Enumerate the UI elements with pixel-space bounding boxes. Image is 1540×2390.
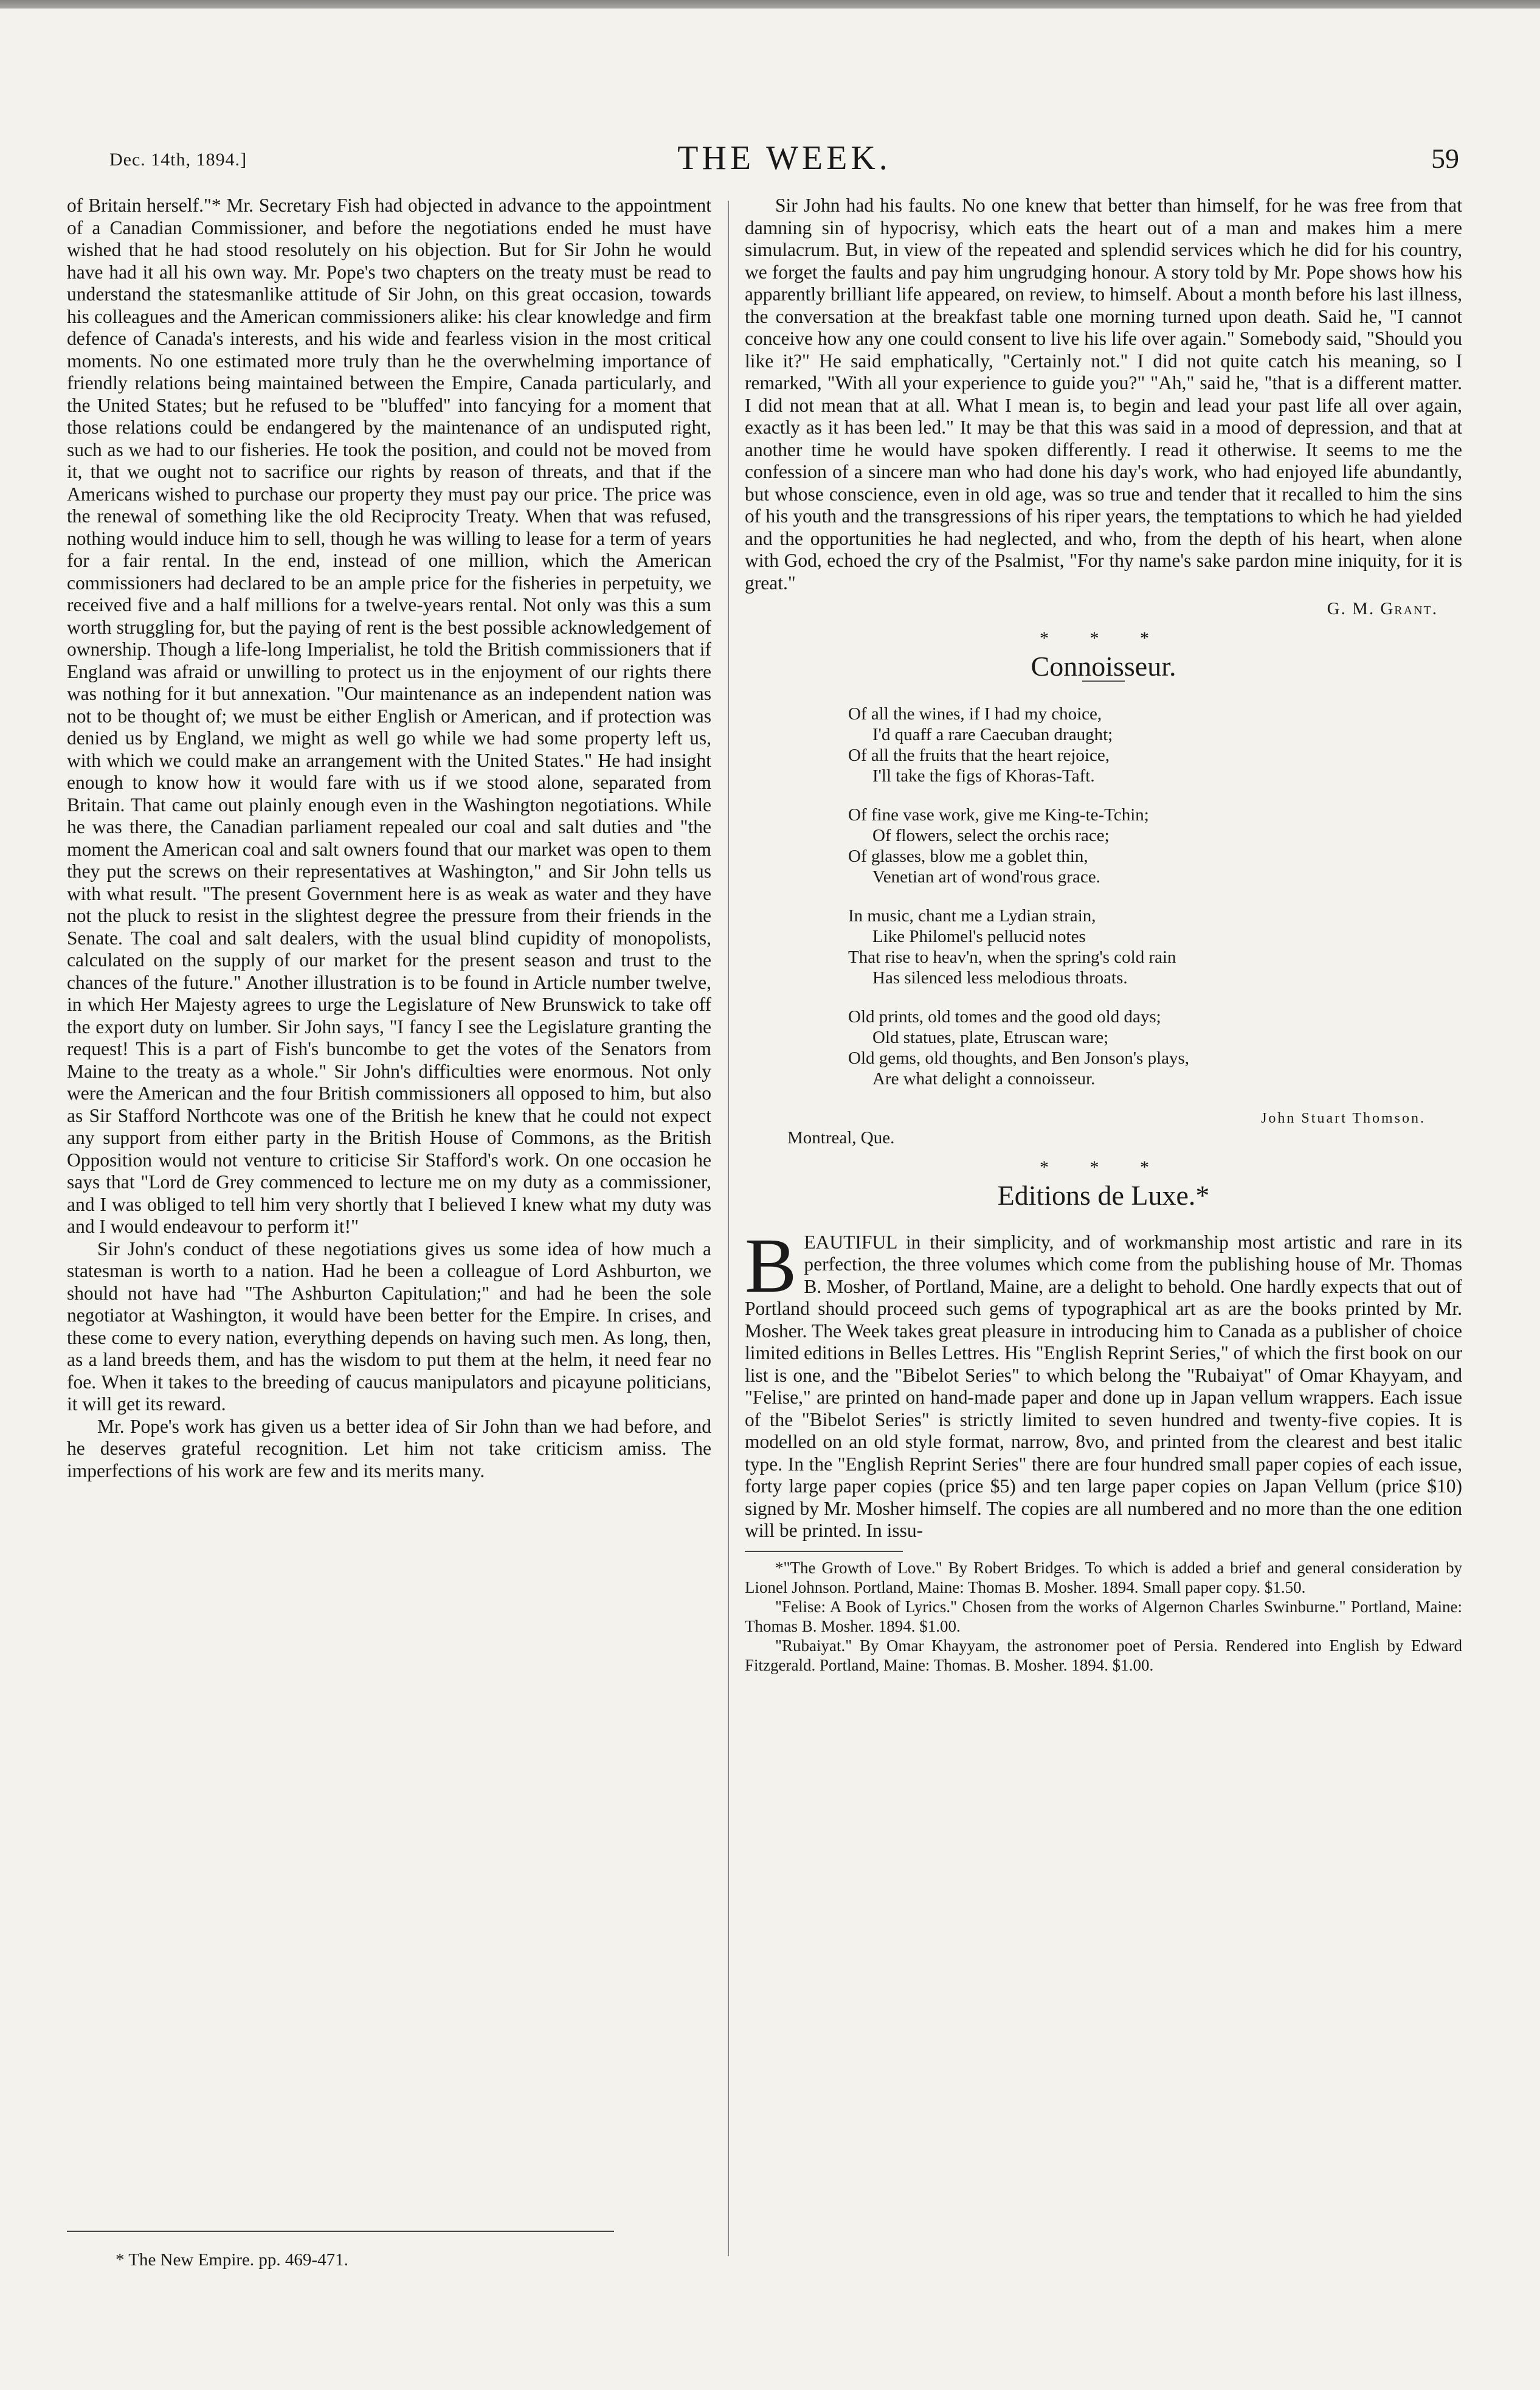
drop-cap: B xyxy=(745,1222,797,1309)
article-title: Editions de Luxe.* xyxy=(997,1180,1210,1211)
poem-line: Old statues, plate, Etruscan ware; xyxy=(872,1027,1109,1047)
poem-line: I'll take the figs of Khoras-Taft. xyxy=(872,766,1095,786)
paragraph: Sir John's conduct of these negotiations gives us some idea of how much a statesman is worth to a nation. Had he been a colleague of Lord Ashburton, we should not have had "The Ashburton Capitulation;" and had he been the sole negotiator at Washington, it would have been better for the Empire. In crises, and these come to every nation, everything depends on having such men. As long, then, as a land breeds them, and has the wisdom to put them at the helm, it need fear no foe. When it takes to the breeding of caucus manipulators and picayune politicians, it will get its reward. xyxy=(67,1238,711,1415)
column-divider xyxy=(728,201,729,2256)
issue-date: Dec. 14th, 1894.] xyxy=(109,150,247,170)
top-edge xyxy=(0,0,1540,9)
poem-place: Montreal, Que. xyxy=(787,1128,895,1148)
page-number: 59 xyxy=(1431,143,1459,174)
poem-line: Like Philomel's pellucid notes xyxy=(872,926,1086,946)
masthead-title: THE WEEK. xyxy=(677,139,891,177)
section-stars: * * * xyxy=(1040,628,1167,648)
paragraph: Sir John had his faults. No one knew that better than himself, for he was free from that damning sin of hypocrisy, which eats the heart out of a man and makes him a mere simulacrum. But, in view of the repeated and splendid services which he did for his country, we forget the faults and pay him ungrudging honour. A story told by Mr. Pope shows how his apparently brilliant life appeared, on review, to himself. About a month before his last illness, the conversation at the breakfast table one morning turned upon death. Said he, "I cannot conceive how any one could consent to live his life over again." Somebody said, "Should you like it?" He said emphatically, "Certainly not." I did not quite catch his meaning, so I remarked, "With all your experience to guide you?" "Ah," said he, "that is a different matter. I did not mean that at all. What I mean is, to begin and lead your past life all over again, exactly as it has been led." It may be that this was said in a mood of depression, and that at another time he would have spoken differently. I read it otherwise. It seems to me the confession of a sincere man who had done his day's work, who had enjoyed life abundantly, but whose conscience, even in old age, was so true and tender that it recalled to him the sins of his youth and the transgressions of his riper years, the temptations to which he had yielded and the opportunities he had neglected, and who, from the depth of his heart, when alone with God, echoed the cry of the Psalmist, "For thy name's sake pardon mine iniquity, for it is great." xyxy=(745,195,1462,594)
poem-author: John Stuart Thomson. xyxy=(1261,1110,1426,1126)
left-column xyxy=(67,195,711,2274)
article-text: in their simplicity, and of workmanship most artistic and rare in its perfection, the three volumes which come from the publishing house of Mr. Thomas B. Mosher, of Portland, Maine, are a delight to behold. One hardly expects that out of Portland should proceed such gems of typographical art as are the books printed by Mr. Mosher. The Week takes great pleasure in introducing him to Canada as a publisher of choice limited editions in Belles Lettres. His "English Reprint Series," of which the first book on our list is one, and the "Bibelot Series" to which belong the "Rubaiyat" of Omar Khayyam, and "Felise," are printed on hand-made paper and done up in Japan vellum wrappers. Each issue of the "Bibelot Series" is strictly limited to seven hundred and twenty-five copies. It is modelled on an old style format, narrow, 8vo, and printed from the clearest and best italic type. In the "English Reprint Series" there are four hundred small paper copies of each issue, forty large paper copies (price $5) and ten large paper copies on Japan Vellum (price $10) signed by Mr. Mosher himself. The copies are all numbered and no more than the one edition will be printed. In issu- xyxy=(745,1231,1462,1541)
footnote-rule xyxy=(67,2231,614,2232)
paragraph: of Britain herself."* Mr. Secretary Fish had objected in advance to the appointment of a Canadian Commissioner, and before the negotiations ended he must have wished that he had stood resolutely on his objection. But for Sir John he would have had it all his own way. Mr. Pope's two chapters on the treaty must be read to understand the statesmanlike attitude of Sir John, on this great occasion, towards his colleagues and the American commissioners alike: his clear knowledge and firm defence of Canada's interests, and his wide and fearless vision in the most critical moments. No one estimated more truly than he the overwhelming importance of friendly relations being maintained between the Empire, Canada particularly, and the United States; but he refused to be "bluffed" into fancying for a moment that those relations could be endangered by the maintenance of an undisputed right, such as we had to our fisheries. He took the position, and could not be moved from it, that we ought not to sacrifice our rights by reason of threats, and that if the Americans wished to purchase our property they must pay our price. The price was the renewal of something like the old Reciprocity Treaty. When that was refused, nothing would induce him to sell, though he was willing to lease for a term of years for a fair rental. In the end, instead of one million, which the American commissioners had declared to be an ample price for the fisheries in perpetuity, we received five and a half millions for a twelve-years rental. Not only was this a sum worth struggling for, but the paying of rent is the best possible acknowledgement of ownership. Though a life-long Imperialist, he told the British commissioners that if England was afraid or unwilling to protect us in the enjoyment of our rights there was nothing for it but annexation. "Our maintenance as an independent nation was not to be thought of; we must be either English or American, and if protection was denied us by England, we might as well go while we had some property left us, with which we could make an arrangement with the United States." He had insight enough to know how it would fare with us if we stood alone, separated from Britain. That came out plainly enough even in the Washington negotiations. While he was there, the Canadian parliament repealed our coal and salt duties and "the moment the American coal and salt owners found that our market was open to them they put the screws on their representatives at Washington," and Sir John tells us with what result. "The present Government here is as weak as water and they have not the pluck to resist in the slightest degree the pressure from their friends in the Senate. The coal and salt dealers, with the usual blind cupidity of monopolists, calculated on the supply of our market for the present season and trust to the chances of the future." Another illustration is to be found in Article number twelve, in which Her Majesty agrees to urge the Legislature of New Brunswick to take off the export duty on lumber. Sir John says, "I fancy I see the Legislature granting the request! This is a part of Fish's buncombe to get the votes of the Senators from Maine to the treaty as a whole." Sir John's difficulties were enormous. Not only were the American and the four British commissioners all opposed to him, but also as Sir Stafford Northcote was one of the British he knew that he could not expect any support from either party in the British House of Commons, as the British Opposition would not venture to criticise Sir Stafford's work. On one occasion he says that "Lord de Grey commenced to lecture me on my duty as a commissioner, and I was obliged to tell him very shortly that I believed I knew what my duty was and I would endeavour to perform it!" xyxy=(67,195,711,1237)
poem-line: Of flowers, select the orchis race; xyxy=(872,825,1110,845)
footnote: "Rubaiyat." By Omar Khayyam, the astronomer poet of Persia. Rendered into English by Edward Fitzgerald. Portland, Maine: Thomas. B. Mosher. 1894. $1.00. xyxy=(745,1636,1462,1674)
poem-line: Are what delight a connoisseur. xyxy=(872,1069,1096,1089)
first-word: EAUTIFUL xyxy=(804,1231,897,1253)
poem-line: In music, chant me a Lydian strain, xyxy=(848,906,1096,926)
stanza xyxy=(848,704,1462,786)
page-header xyxy=(109,139,1459,187)
poem-line: That rise to heav'n, when the spring's cold rain xyxy=(848,947,1176,967)
footnote: "Felise: A Book of Lyrics." Chosen from the works of Algernon Charles Swinburne." Portland, Maine: Thomas B. Mosher. 1894. $1.00. xyxy=(745,1597,1462,1635)
poem-line: Of all the wines, if I had my choice, xyxy=(848,704,1102,724)
section-stars: * * * xyxy=(1040,1157,1167,1177)
poem-line: Old gems, old thoughts, and Ben Jonson's plays, xyxy=(848,1048,1190,1068)
right-column xyxy=(745,195,1462,2323)
stanza xyxy=(848,1006,1462,1089)
footnote: * The New Empire. pp. 469-471. xyxy=(116,2250,348,2270)
paragraph: Mr. Pope's work has given us a better idea of Sir John than we had before, and he deserves grateful recognition. Let him not take criticism amiss. The imperfections of his work are few and its merits many. xyxy=(67,1415,711,1481)
article-body xyxy=(745,1222,1462,1542)
stanza xyxy=(848,805,1462,887)
poem-line: Of all the fruits that the heart rejoice, xyxy=(848,745,1110,765)
signature: G. M. Grant. xyxy=(1327,599,1438,618)
poem-line: Old prints, old tomes and the good old days; xyxy=(848,1006,1161,1027)
stanza xyxy=(848,906,1462,988)
poem-line: Has silenced less melodious throats. xyxy=(872,968,1128,988)
poem xyxy=(848,704,1462,1089)
poem-title: Connoisseur. xyxy=(1031,651,1176,682)
poem-line: Of fine vase work, give me King-te-Tchin; xyxy=(848,805,1149,825)
footnote: *"The Growth of Love." By Robert Bridges. To which is added a brief and general consideration by Lionel Johnson. Portland, Maine: Thomas B. Mosher. 1894. Small paper copy. $1.50. xyxy=(745,1558,1462,1596)
poem-line: Venetian art of wond'rous grace. xyxy=(872,867,1100,887)
poem-line: Of glasses, blow me a goblet thin, xyxy=(848,846,1088,866)
footnote-rule xyxy=(745,1551,903,1552)
poem-line: I'd quaff a rare Caecuban draught; xyxy=(872,724,1113,744)
